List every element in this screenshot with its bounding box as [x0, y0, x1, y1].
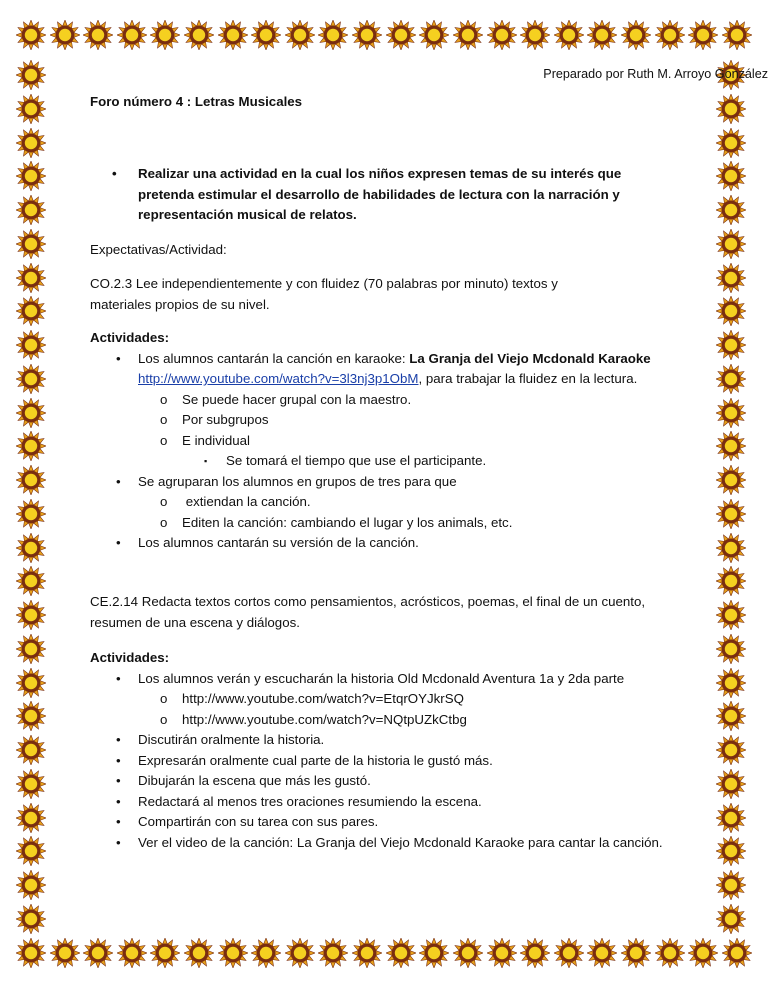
- item-text: Los alumnos verán y escucharán la historia Old Mcdonald Aventura 1a y 2da parte: [138, 670, 625, 686]
- item-text: extiendan la canción.: [182, 494, 311, 509]
- item-text: Se tomará el tiempo que use el participante.: [226, 453, 487, 468]
- circle-marker: o: [160, 391, 168, 407]
- list-item: [90, 710, 690, 731]
- sun-icon: [184, 938, 214, 968]
- sun-icon: [16, 668, 46, 698]
- item-text: Se agruparan los alumnos en grupos de tres para que: [138, 473, 457, 489]
- sun-icon: [16, 600, 46, 630]
- circle-marker: o: [160, 494, 168, 509]
- sun-icon: [587, 20, 617, 50]
- item-text: Los alumnos cantarán su versión de la canción.: [138, 535, 419, 550]
- sun-icon: [716, 769, 746, 799]
- sun-icon: [16, 701, 46, 731]
- sun-icon: [386, 20, 416, 50]
- sun-icon: [716, 364, 746, 394]
- bullet-marker: •: [116, 814, 121, 829]
- sun-icon: [520, 20, 550, 50]
- sun-icon: [16, 870, 46, 900]
- sun-icon: [16, 769, 46, 799]
- sun-icon: [117, 20, 147, 50]
- sun-icon: [218, 20, 248, 50]
- sun-icon: [716, 600, 746, 630]
- sun-icon: [16, 330, 46, 360]
- sun-icon: [716, 904, 746, 934]
- bullet-marker: •: [116, 350, 121, 366]
- page-title: Foro número 4 : Letras Musicales: [90, 94, 303, 109]
- sun-icon: [688, 20, 718, 50]
- list-item: [90, 513, 690, 534]
- sun-icon: [621, 20, 651, 50]
- item-text: Expresarán oralmente cual parte de la historia le gustó más.: [138, 752, 493, 768]
- sun-icon: [716, 431, 746, 461]
- list-item: [90, 833, 690, 854]
- sun-icon: [16, 431, 46, 461]
- sun-icon: [419, 20, 449, 50]
- circle-marker: o: [160, 514, 168, 530]
- sun-icon: [16, 263, 46, 293]
- bullet-marker: •: [112, 166, 117, 181]
- border-top: [16, 20, 752, 56]
- sun-icon: [716, 465, 746, 495]
- sun-icon: [716, 836, 746, 866]
- sun-icon: [716, 499, 746, 529]
- circle-marker: o: [160, 432, 168, 448]
- sun-icon: [150, 20, 180, 50]
- item-text: Dibujarán la escena que más les gustó.: [138, 773, 371, 788]
- sun-icon: [716, 634, 746, 664]
- sun-icon: [16, 195, 46, 225]
- expectativas-label: Expectativas/Actividad:: [90, 242, 227, 257]
- sun-icon: [16, 364, 46, 394]
- item-text: Compartirán con su tarea con sus pares.: [138, 814, 379, 829]
- sun-icon: [487, 938, 517, 968]
- sun-icon: [716, 668, 746, 698]
- sun-icon: [716, 195, 746, 225]
- item-text: Se puede hacer grupal con la maestro.: [182, 391, 412, 407]
- sun-icon: [16, 296, 46, 326]
- sun-icon: [716, 566, 746, 596]
- sun-icon: [716, 229, 746, 259]
- list-item: [90, 390, 690, 411]
- prepared-by: Preparado por Ruth M. Arroyo González: [543, 67, 768, 81]
- bullet-marker: •: [116, 670, 121, 686]
- sun-icon: [16, 533, 46, 563]
- border-left: [16, 60, 52, 934]
- sun-icon: [318, 938, 348, 968]
- sun-icon: [16, 229, 46, 259]
- activities-label: Actividades:: [90, 650, 170, 665]
- sun-icon: [716, 870, 746, 900]
- sun-icon: [16, 566, 46, 596]
- list-item: [90, 349, 690, 390]
- item-text: Los alumnos cantarán la canción en karaoke:: [138, 350, 410, 366]
- sun-icon: [251, 938, 281, 968]
- sun-icon: [716, 94, 746, 124]
- sun-icon: [285, 938, 315, 968]
- circle-marker: o: [160, 691, 168, 706]
- sun-icon: [352, 938, 382, 968]
- sun-icon: [16, 128, 46, 158]
- sun-icon: [587, 938, 617, 968]
- sun-icon: [716, 161, 746, 191]
- list-item: [90, 431, 690, 452]
- sun-icon: [318, 20, 348, 50]
- video-link-2[interactable]: http://www.youtube.com/watch?v=NQtpUZkCtbg: [182, 711, 467, 727]
- list-item: [90, 533, 690, 554]
- sun-icon: [716, 735, 746, 765]
- sun-icon: [16, 20, 46, 50]
- sun-icon: [16, 499, 46, 529]
- list-item: [90, 410, 690, 431]
- circle-marker: o: [160, 711, 168, 727]
- sun-icon: [50, 20, 80, 50]
- standard-ce-2-14: CE.2.14 Redacta textos cortos como pensamientos, acrósticos, poemas, el final de un cuento, resumen de una escena y diálogos.: [90, 594, 646, 630]
- sun-icon: [184, 20, 214, 50]
- sun-icon: [16, 60, 46, 90]
- item-text: E individual: [182, 432, 251, 448]
- sun-icon: [453, 20, 483, 50]
- list-item: [90, 492, 690, 513]
- section2-activities: [90, 648, 690, 853]
- sun-icon: [16, 938, 46, 968]
- item-text: , para trabajar la fluidez en la lectura.: [418, 371, 638, 386]
- sun-icon: [722, 20, 752, 50]
- border-right: [716, 60, 752, 934]
- sun-icon: [16, 94, 46, 124]
- sun-icon: [16, 735, 46, 765]
- sun-icon: [655, 938, 685, 968]
- activities-label: Actividades:: [90, 330, 170, 345]
- sun-icon: [621, 938, 651, 968]
- bullet-marker: •: [116, 752, 121, 768]
- sun-icon: [16, 904, 46, 934]
- list-item: [90, 812, 690, 833]
- bullet-marker: •: [116, 773, 121, 788]
- sun-icon: [352, 20, 382, 50]
- square-marker: ▪: [204, 456, 208, 466]
- bullet-marker: •: [116, 793, 121, 809]
- sun-icon: [386, 938, 416, 968]
- intro-text: Realizar una actividad en la cual los niños expresen temas de su interés que pretenda estimular el desarrollo de habilidades de lectura con la narración y representación musical de relatos.: [138, 166, 622, 222]
- list-item: [90, 792, 690, 813]
- sun-icon: [453, 938, 483, 968]
- item-text: Redactará al menos tres oraciones resumiendo la escena.: [138, 793, 482, 809]
- sun-icon: [716, 296, 746, 326]
- sun-icon: [716, 803, 746, 833]
- sun-icon: [50, 938, 80, 968]
- list-item: [90, 472, 690, 493]
- sun-icon: [83, 20, 113, 50]
- sun-icon: [117, 938, 147, 968]
- list-item: [90, 451, 690, 472]
- sun-icon: [554, 20, 584, 50]
- list-item: [90, 689, 690, 710]
- border-bottom: [16, 938, 752, 974]
- sun-icon: [16, 634, 46, 664]
- sun-icon: [716, 701, 746, 731]
- section1-activities: [90, 328, 690, 554]
- sun-icon: [16, 803, 46, 833]
- list-item: [90, 730, 690, 751]
- sun-icon: [16, 161, 46, 191]
- sun-icon: [487, 20, 517, 50]
- bullet-marker: •: [116, 732, 121, 747]
- sun-icon: [218, 938, 248, 968]
- sun-icon: [716, 263, 746, 293]
- sun-icon: [716, 128, 746, 158]
- item-text: Editen la canción: cambiando el lugar y los animals, etc.: [182, 514, 513, 530]
- standard-co-2-3: CO.2.3 Lee independientemente y con fluidez (70 palabras por minuto) textos y materiales propios de su nivel.: [90, 276, 558, 312]
- sun-icon: [285, 20, 315, 50]
- sun-icon: [722, 938, 752, 968]
- bullet-marker: •: [116, 834, 121, 850]
- sun-icon: [655, 20, 685, 50]
- list-item: [90, 751, 690, 772]
- sun-icon: [520, 938, 550, 968]
- sun-icon: [16, 836, 46, 866]
- sun-icon: [554, 938, 584, 968]
- sun-icon: [16, 398, 46, 428]
- video-link-1[interactable]: http://www.youtube.com/watch?v=EtqrOYJkrSQ: [182, 691, 464, 706]
- item-text: Discutirán oralmente la historia.: [138, 732, 325, 747]
- sun-icon: [716, 398, 746, 428]
- sun-icon: [688, 938, 718, 968]
- karaoke-link[interactable]: http://www.youtube.com/watch?v=3l3nj3p1ObM: [138, 371, 419, 386]
- circle-marker: o: [160, 412, 168, 427]
- sun-icon: [251, 20, 281, 50]
- sun-icon: [150, 938, 180, 968]
- item-text: Por subgrupos: [182, 412, 269, 427]
- list-item: [90, 771, 690, 792]
- song-title: La Granja del Viejo Mcdonald Karaoke: [409, 350, 651, 366]
- sun-icon: [419, 938, 449, 968]
- sun-icon: [716, 330, 746, 360]
- sun-icon: [16, 465, 46, 495]
- bullet-marker: •: [116, 535, 121, 550]
- sun-icon: [83, 938, 113, 968]
- bullet-marker: •: [116, 473, 121, 489]
- item-text: Ver el video de la canción: La Granja del Viejo Mcdonald Karaoke para cantar la canción.: [138, 834, 663, 850]
- sun-icon: [716, 533, 746, 563]
- list-item: [90, 669, 690, 690]
